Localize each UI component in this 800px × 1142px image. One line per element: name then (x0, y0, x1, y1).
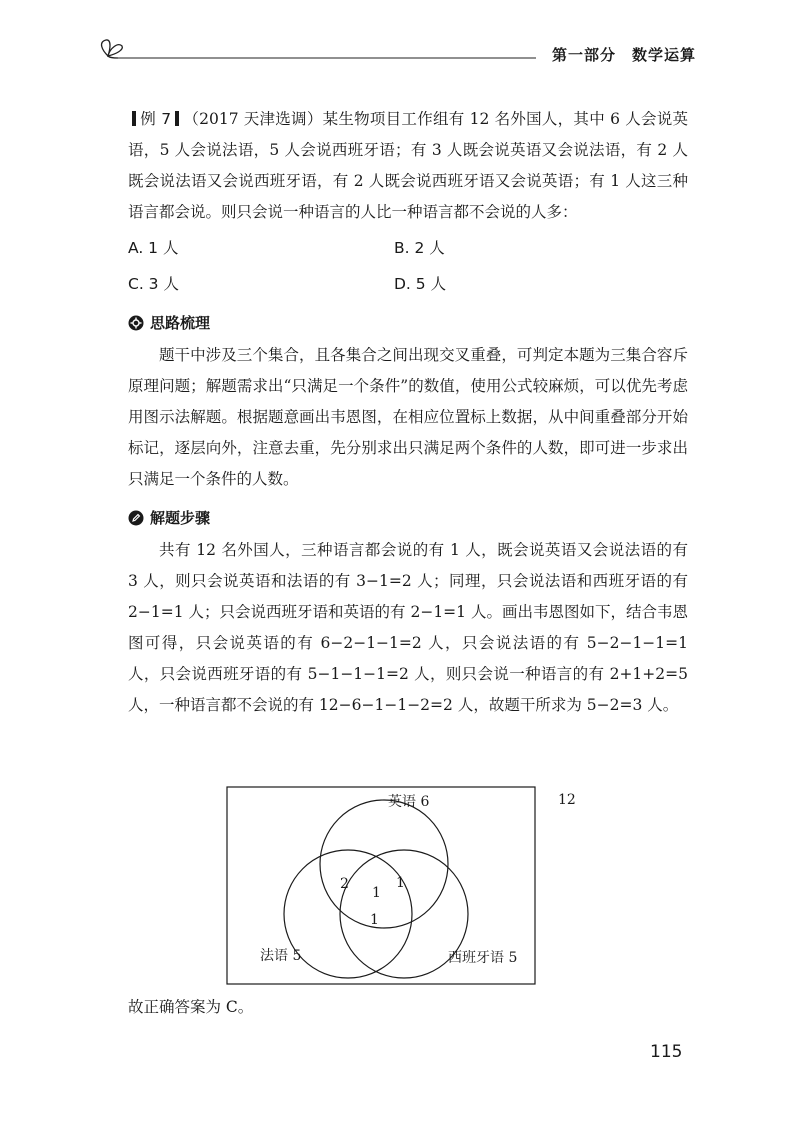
venn-diagram (226, 786, 598, 986)
pencil-icon (128, 510, 144, 526)
solution-text: 共有 12 名外国人，三种语言都会说的有 1 人，既会说英语又会说法语的有 3 人，则只会说英语和法语的有 3−1=2 人；同理，只会说法语和西班牙语的有 2−1=1 人；只会说西班牙语和英语的有 2−1=1 人。画出韦恩图如下，结合韦恩图可得，只会说英语的有 6−2−1−1=2 人，只会说法语的有 5−2−1−1=1 人，只会说西班牙语的有 5−1−1−1=2 人，则只会说一种语言的有 2+1+2=5 人，一种语言都不会说的有 12−6−1−1−2=2 人，故题干所求为 5−2=3 人。 (128, 541, 688, 714)
venn-svg (226, 786, 598, 986)
all-three-value: 1 (372, 885, 381, 901)
page-header (96, 30, 696, 70)
english-label: 英语 6 (388, 794, 430, 810)
total-label: 12 (558, 792, 576, 808)
options-list (128, 230, 688, 302)
gear-icon (128, 315, 144, 331)
solution-heading (128, 501, 688, 535)
analysis-heading (128, 306, 688, 340)
english-french-value: 2 (340, 876, 349, 892)
bar-mark (175, 111, 179, 126)
english-circle (320, 800, 448, 928)
analysis-text: 题干中涉及三个集合，且各集合之间出现交叉重叠，可判定本题为三集合容斥原理问题；解题需求出“只满足一个条件”的数值，使用公式较麻烦，可以优先考虑用图示法解题。根据题意画出韦恩图，在相应位置标上数据，从中间重叠部分开始标记，逐层向外，注意去重，先分别求出只满足两个条件的人数，即可进一步求出只满足一个条件的人数。 (128, 346, 688, 488)
bar-mark (132, 111, 136, 126)
example-body: 某生物项目工作组有 12 名外国人，其中 6 人会说英语，5 人会说法语，5 人会说西班牙语；有 3 人既会说英语又会说法语，有 2 人既会说法语又会说西班牙语，有 2 人既会说西班牙语又会说英语；有 1 人这三种语言都会说。则只会说一种语言的人比一种语言都不会说的人多： (128, 110, 688, 221)
spanish-label: 西班牙语 5 (448, 950, 518, 966)
example-question (128, 104, 688, 228)
example-label: 例 7 (140, 110, 172, 128)
leaf-ornament-icon (102, 40, 123, 58)
option-c: C. 3 人 (128, 275, 179, 293)
page-number: 115 (650, 1042, 683, 1062)
french-circle (284, 850, 412, 978)
english-spanish-value: 1 (396, 875, 405, 891)
option-a: A. 1 人 (128, 239, 179, 257)
answer-text: 故正确答案为 C。 (128, 998, 254, 1016)
solution-title: 解题步骤 (150, 509, 211, 527)
section-title: 第一部分 数学运算 (551, 46, 696, 64)
example-source: （2017 天津选调） (183, 110, 323, 128)
analysis-title: 思路梳理 (150, 314, 211, 332)
option-d: D. 5 人 (394, 275, 447, 293)
french-label: 法语 5 (260, 948, 302, 964)
example-label-wrap (128, 110, 183, 128)
option-b: B. 2 人 (394, 239, 445, 257)
french-spanish-value: 1 (370, 912, 379, 928)
page-content (128, 104, 688, 721)
